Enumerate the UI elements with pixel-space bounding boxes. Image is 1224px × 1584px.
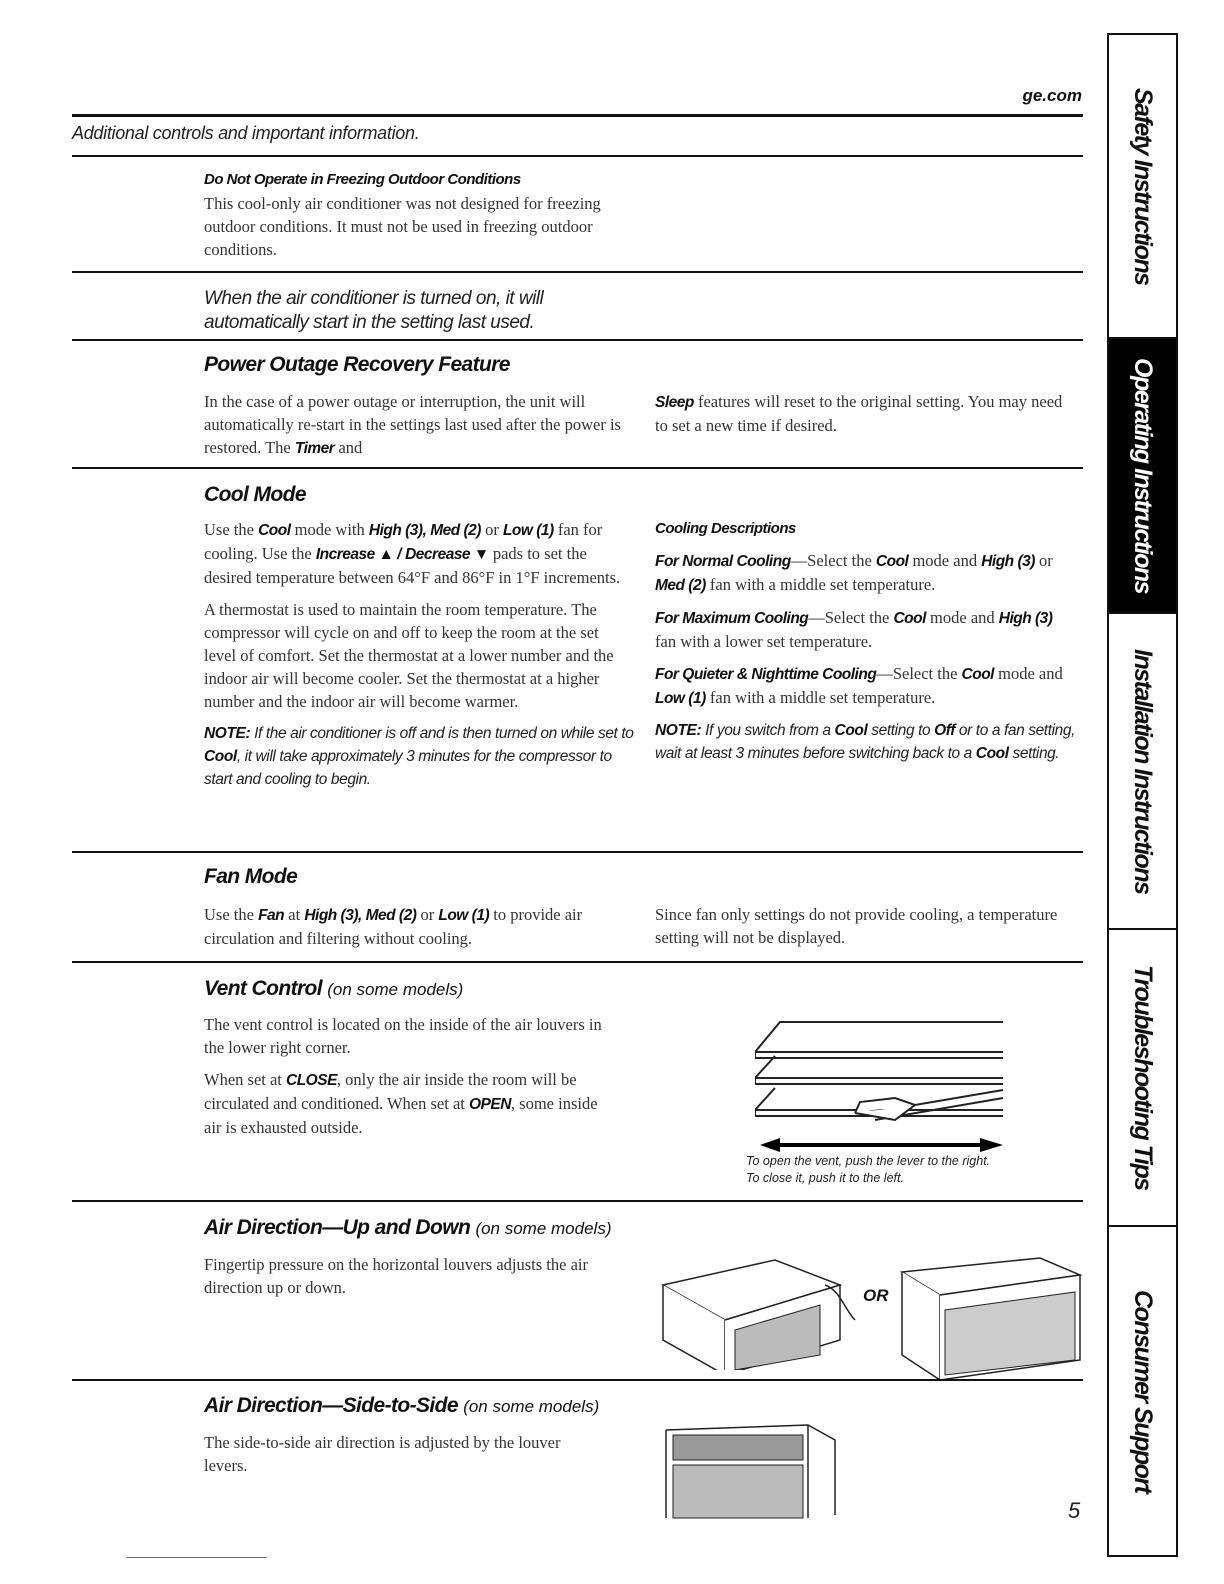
text-run: Use the [204,905,259,924]
text-run: or [416,905,439,924]
page-subtitle: Additional controls and important information. [72,123,420,143]
emphasis-text: Cool [834,722,868,739]
page-number: 5 [1068,1498,1081,1523]
cool-mode-heading: Cool Mode [204,483,306,506]
emphasis-text: Low (1) [438,907,490,924]
text-run: mode and [993,664,1063,683]
text-run: setting. [1008,745,1060,762]
text-run: fan with a middle set temperature. [705,575,936,594]
site-url[interactable]: ge.com [1022,86,1082,105]
tab-consumer-support[interactable] [1109,1227,1176,1555]
tab-label: Operating Instructions [1129,357,1157,594]
tab-label: Troubleshooting Tips [1129,965,1157,1190]
text-run: When set at [204,1070,287,1089]
air-side-qualifier: (on some models) [463,1397,600,1416]
text-run: Use the [204,520,259,539]
freezing-heading: Do Not Operate in Freezing Outdoor Conditions [204,171,521,188]
text-run: Fingertip pressure on the horizontal louvers adjusts the air direction up or down. [204,1255,588,1297]
air-side-title: Air Direction—Side-to-Side [204,1394,458,1417]
vent-louver-illustration [755,1020,1010,1155]
paragraph [204,1013,604,1059]
air-up-down-qualifier: (on some models) [475,1219,612,1238]
emphasis-text: Timer [294,440,335,457]
vent-caption [746,1153,990,1187]
emphasis-text: Cool [975,745,1009,762]
text-run: —Select the [790,551,876,570]
text-run: If you switch from a [701,722,835,739]
emphasis-text: Cool [258,522,291,539]
text-run: If the air conditioner is off and is then turned on while set to [250,725,634,742]
footer-line [127,1557,267,1558]
text-run: to provide air circulation and filtering without cooling. [204,905,583,948]
fan-mode-heading: Fan Mode [204,865,298,888]
emphasis-text: Cool [875,553,909,570]
emphasis-text: For Normal Cooling [655,553,791,570]
paragraph [204,518,634,589]
emphasis-text: Low (1) [502,522,554,539]
paragraph [655,606,1075,653]
text-run: This cool-only air conditioner was not designed for freezing outdoor conditions. It must not be used in freezing outdoor conditions. [204,194,601,259]
cool-mode-note [204,722,634,791]
tab-safety-instructions[interactable] [1109,35,1176,339]
ac-unit-illustration-3 [663,1420,843,1520]
text-run: , it will take approximately 3 minutes for the compressor to start and cooling to begin. [204,748,612,788]
cooling-descriptions [655,549,1075,710]
divider [72,271,1083,273]
double-arrow-icon [760,1138,1003,1152]
air-up-down-heading [204,1216,804,1240]
text-run: and [334,438,363,457]
air-up-down-body [204,1253,634,1308]
text-run: —Select the [876,664,962,683]
divider [72,155,1083,157]
fan-mode-right [655,903,1075,958]
emphasis-text: Cool [204,748,237,765]
paragraph [204,903,634,950]
vent-qualifier: (on some models) [327,980,464,999]
paragraph [204,1253,634,1299]
freezing-body [204,192,634,270]
emphasis-text: Decrease ▼ [405,546,489,563]
tab-label: Consumer Support [1129,1289,1157,1493]
power-outage-left [204,390,634,469]
text-run: pads to set the desired temperature between 64°F and 86°F in 1°F increments. [204,544,621,587]
air-side-heading [204,1394,804,1418]
vent-title: Vent Control [204,977,323,1000]
tab-installation-instructions[interactable] [1109,614,1176,930]
text-run: setting to [867,722,935,739]
or-label: OR [863,1286,889,1305]
tab-label: Safety Instructions [1129,87,1157,285]
emphasis-text: Increase ▲ / [315,546,401,563]
vent-caption-close: To close it, push it to the left. [746,1171,904,1185]
emphasis-text: High (3) [998,610,1053,627]
text-run: Since fan only settings do not provide cooling, a temperature setting will not be displayed. [655,905,1058,947]
emphasis-text: NOTE: [655,722,702,739]
paragraph [204,192,634,261]
cooling-note [655,719,1075,765]
paragraph [655,662,1075,710]
divider [72,114,1083,117]
text-run: fan for cooling. Use the [204,520,603,563]
text-run: features will reset to the original setting. You may need to set a new time if desired. [655,392,1063,435]
text-run: mode with [290,520,369,539]
tab-troubleshooting-tips[interactable] [1109,930,1176,1227]
emphasis-text: For Quieter & Nighttime Cooling [655,666,877,683]
emphasis-text: Cool [961,666,994,683]
text-run: A thermostat is used to maintain the room temperature. The compressor will cycle on and off to keep the room at the set level of comfort. Set the thermostat at a lower number and the indoor air will become cooler. Set the thermostat at a higher number and the indoor air will become warmer. [204,600,614,711]
vent-body [204,1013,604,1148]
divider [72,467,1083,469]
text-run: , only the air inside the room will be circulated and conditioned. When set at [204,1070,577,1113]
text-run: The vent control is located on the inside of the air louvers in the lower right corner. [204,1015,602,1057]
paragraph [655,549,1075,597]
text-run: The side-to-side air direction is adjusted by the louver levers. [204,1433,561,1475]
emphasis-text: High (3) [981,553,1035,570]
power-outage-right [655,390,1075,446]
ac-unit-illustration-2 [900,1250,1090,1380]
autostart-note: When the air conditioner is turned on, it will automatically start in the setting last used. [204,288,544,333]
divider [72,851,1083,853]
paragraph [204,1431,604,1477]
air-side-body [204,1431,604,1486]
cooling-descriptions-heading: Cooling Descriptions [655,520,796,537]
text-run: at [284,905,305,924]
emphasis-text: Sleep [655,394,694,411]
paragraph [655,390,1075,437]
divider [72,961,1083,963]
vent-caption-open: To open the vent, push the lever to the right. [746,1154,991,1168]
emphasis-text: High (3), Med (2) [304,907,417,924]
paragraph [655,903,1075,949]
divider [72,339,1083,341]
tab-operating-instructions[interactable] [1109,339,1176,614]
emphasis-text: High (3), Med (2) [368,522,481,539]
divider [72,1200,1083,1202]
tab-label: Installation Instructions [1129,648,1157,894]
vent-heading [204,977,634,1001]
emphasis-text: NOTE: [204,725,251,742]
ac-unit-illustration-1 [660,1245,860,1370]
text-run: or to a fan setting, wait at least 3 minutes before switching back to a [655,722,1075,762]
text-run: or [1034,551,1053,570]
emphasis-text: Cool [893,610,926,627]
fan-mode-left [204,903,634,959]
emphasis-text: Off [934,722,956,739]
paragraph [204,1068,604,1139]
text-run: fan with a lower set temperature. [655,632,873,651]
paragraph [204,390,634,460]
emphasis-text: CLOSE [286,1072,337,1089]
emphasis-text: OPEN [468,1096,511,1113]
text-run: or [480,520,503,539]
text-run: mode and [925,608,999,627]
text-run: fan with a middle set temperature. [705,688,936,707]
text-run: —Select the [808,608,894,627]
text-run: In the case of a power outage or interruption, the unit will automatically re-start in the settings last used after the power is restored. The [204,392,621,457]
emphasis-text: For Maximum Cooling [655,610,809,627]
emphasis-text: Low (1) [655,690,706,707]
section-tabs [1107,33,1178,1557]
text-run: , some inside air is exhausted outside. [204,1094,598,1137]
text-run: mode and [908,551,982,570]
power-outage-heading: Power Outage Recovery Feature [204,353,510,376]
emphasis-text: Fan [258,907,285,924]
air-up-down-title: Air Direction—Up and Down [204,1216,471,1239]
cool-mode-left [204,518,634,713]
emphasis-text: Med (2) [655,577,706,594]
divider [72,1379,1083,1381]
paragraph [204,598,634,713]
